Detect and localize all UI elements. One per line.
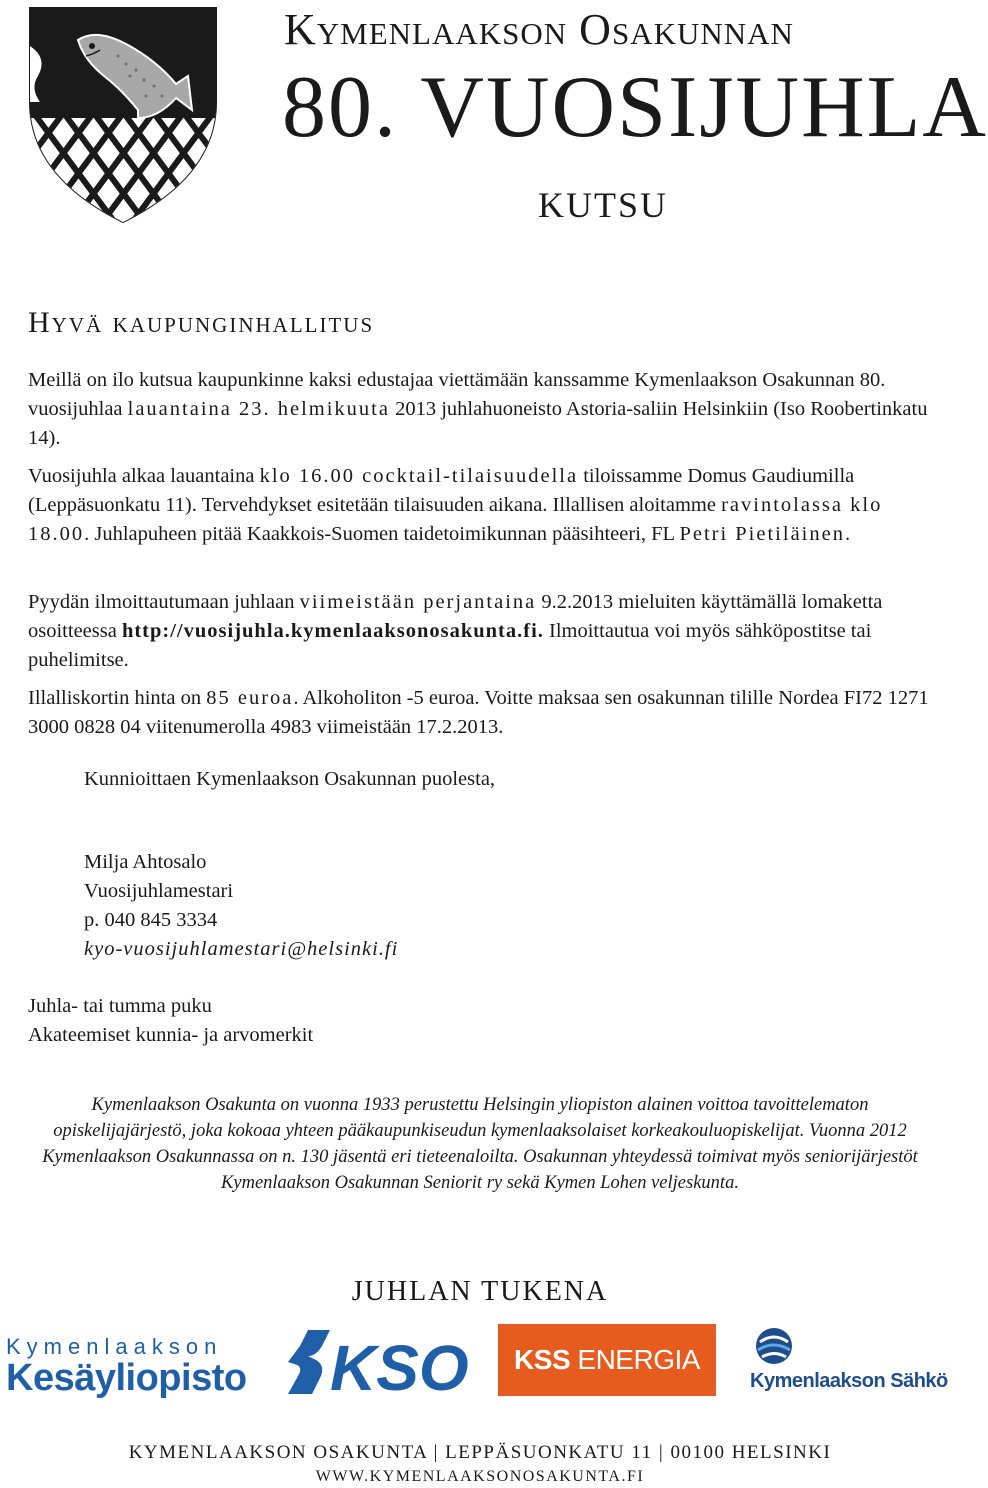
greeting-heading: Hyvä kaupunginhallitus (28, 306, 375, 339)
header-subtitle: KUTSU (538, 185, 669, 225)
text-span: 9.2.2013 mieluiten käyttämällä lomaketta osoitteessa (28, 591, 883, 642)
text-span: Ilmoittautua voi myös sähköpostitse tai puhelimitse. (28, 620, 872, 671)
text-span: . Alkoholiton -5 euroa. Voitte maksaa sen osakunnan tilille Nordea FI72 1271 3000 0828 04 viitenumerolla 4983 viimeistään 17.2.2013. (28, 687, 929, 738)
text-span: tiloissamme Domus Gaudiumilla (Leppäsuonkatu 11). Tervehdykset esitetään tilaisuuden aikana. Illallisen aloitamme (28, 465, 855, 516)
about-organization: Kymenlaakson Osakunta on vuonna 1933 perustettu Helsingin yliopiston alainen voittoa tavoittelematon opiskelijajärjestö, joka kokoaa yhteen pääkaupunkiseudun kymenlaaksolaiset korkeakouluopiskelijat. Vuonna 2012 Kymenlaakson Osakunnassa on n. 130 jäsentä eri tieteenaloilta. Osakunnan yhteydessä toimivat myös seniorijärjestöt Kymenlaakson Osakunnan Seniorit ry sekä Kymen Lohen veljeskunta. (42, 1095, 918, 1193)
logo-text-top: Kymenlaakson (6, 1334, 223, 1359)
text-span: Vuosijuhla alkaa lauantaina (28, 465, 260, 487)
text-span-spaced: ravintolassa klo 18.00 (28, 494, 883, 545)
closing-regards: Kunnioittaen Kymenlaakson Osakunnan puolesta, (84, 768, 496, 790)
paragraph-invitation (28, 366, 938, 453)
text-span-spaced: klo 16.00 cocktail-tilaisuudella (259, 465, 579, 487)
signer-role: Vuosijuhlamestari (84, 880, 234, 902)
text-span-spaced: lauantaina 23. helmikuuta (127, 398, 390, 420)
sponsor-logo-kesayliopisto (6, 1334, 247, 1400)
logo-text-bottom: Kesäyliopisto (6, 1357, 247, 1399)
dress-code (28, 992, 313, 1050)
logo-text: Kymenlaakson Sähkö (750, 1370, 948, 1392)
sponsor-logo-kymenlaakson-sahko (750, 1326, 958, 1396)
text-span-spaced: viimeistään perjantaina (299, 591, 537, 613)
signature-block (84, 848, 398, 964)
paragraph-price (28, 684, 938, 742)
text-span: Illalliskortin hinta on (28, 687, 207, 709)
text-span: Meillä on ilo kutsua kaupunkinne kaksi edustajaa viettämään kanssamme Kymenlaakson Osakunnan 80. vuosijuhlaa (28, 369, 886, 420)
sponsor-logo-kso (286, 1326, 469, 1404)
dress-line-2: Akateemiset kunnia- ja arvomerkit (28, 1024, 314, 1046)
text-span: . Juhlapuheen pitää Kaakkois-Suomen taidetoimikunnan pääsihteeri, FL (84, 523, 680, 545)
signer-phone: p. 040 845 3334 (84, 909, 218, 931)
text-span: 2013 juhlahuoneisto Astoria-saliin Helsinkiin (Iso Roobertinkatu 14). (28, 398, 928, 449)
sponsor-logo-kss-energia (498, 1324, 716, 1396)
coat-of-arms-emblem (26, 6, 221, 224)
text-span: Pyydän ilmoittautumaan juhlaan (28, 591, 300, 613)
footer-website-link[interactable]: WWW.KYMENLAAKSONOSAKUNTA.FI (315, 1468, 645, 1485)
globe-icon (754, 1326, 794, 1366)
paragraph-schedule (28, 462, 938, 549)
text-span: . (844, 523, 851, 545)
text-span-spaced: 85 euroa (206, 687, 294, 709)
footer-address: KYMENLAAKSON OSAKUNTA | LEPPÄSUONKATU 11 | 00100 HELSINKI (128, 1442, 832, 1463)
header-title: 80. VUOSIJUHLA (282, 59, 988, 156)
logo-text-bold: KSS (514, 1344, 571, 1375)
sponsors-heading: JUHLAN TUKENA (351, 1276, 609, 1307)
logo-text: KSO (330, 1332, 469, 1404)
logo-text-rest: ENERGIA (577, 1344, 700, 1375)
header-organization: Kymenlaakson Osakunnan (284, 5, 794, 54)
signer-name: Milja Ahtosalo (84, 851, 207, 873)
registration-link[interactable]: http://vuosijuhla.kymenlaaksonosakunta.fi. (121, 620, 544, 642)
signer-email[interactable]: kyo-vuosijuhlamestari@helsinki.fi (84, 938, 399, 960)
kso-swoosh-icon (288, 1330, 330, 1394)
dress-line-1: Juhla- tai tumma puku (28, 995, 212, 1017)
paragraph-registration (28, 588, 938, 675)
text-span-spaced: Petri Pietiläinen (679, 523, 845, 545)
